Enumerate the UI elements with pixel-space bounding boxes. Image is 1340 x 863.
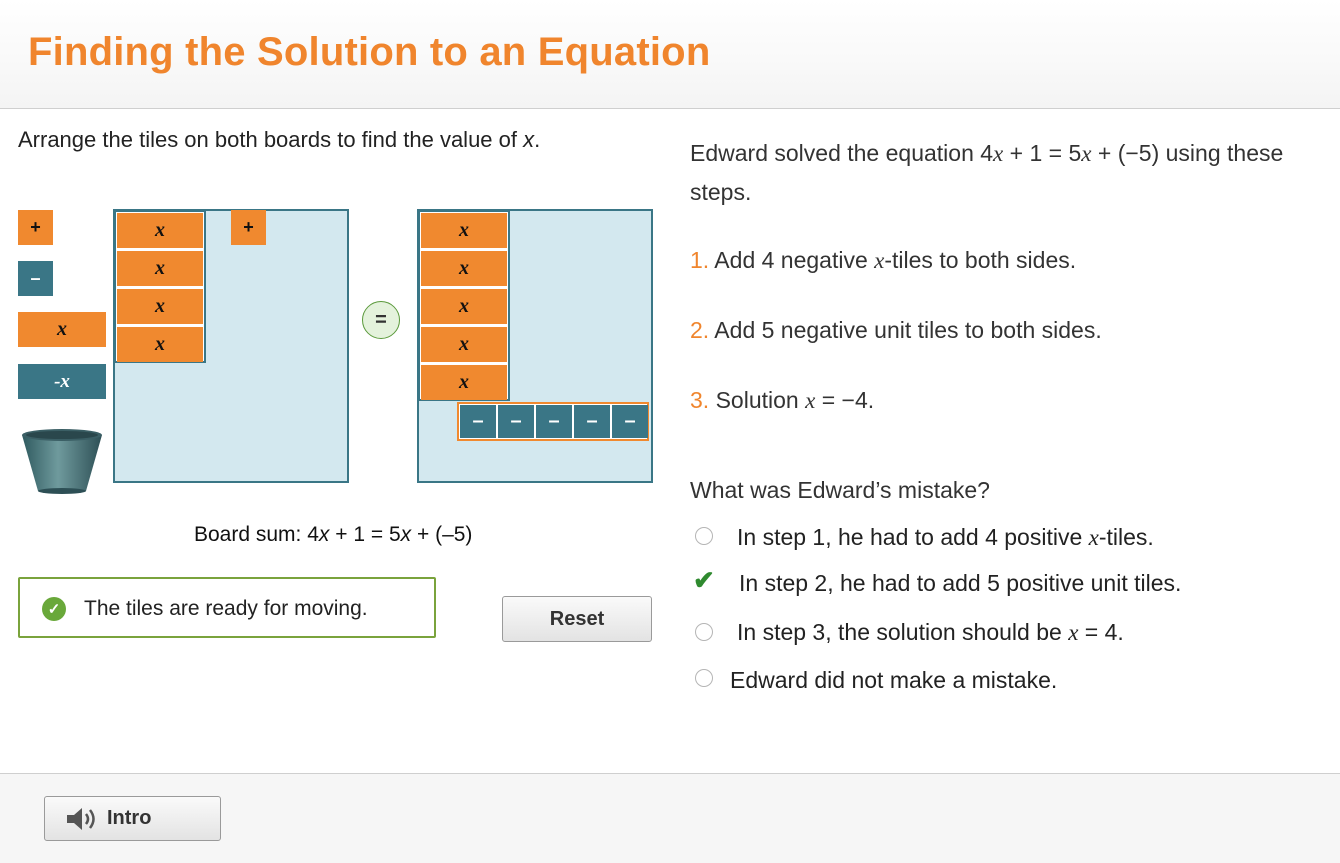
step-var: x bbox=[805, 388, 816, 413]
option-3-radio[interactable] bbox=[695, 623, 713, 641]
option-4-radio[interactable] bbox=[695, 669, 713, 687]
unit-tile-label: + bbox=[243, 217, 254, 237]
option-text-end: = 4. bbox=[1078, 619, 1124, 645]
option-4-label[interactable] bbox=[730, 667, 1057, 694]
option-3-label[interactable] bbox=[737, 619, 1124, 646]
status-message bbox=[18, 577, 436, 638]
option-var: x bbox=[1088, 525, 1099, 550]
problem-line2: + 1 = 5 bbox=[1003, 140, 1082, 166]
palette-negx-tile[interactable] bbox=[18, 364, 106, 399]
right-neg-unit-row[interactable] bbox=[457, 402, 649, 441]
option-text: In step 1, he had to add 4 positive bbox=[737, 524, 1089, 550]
checkmark-icon[interactable]: ✔ bbox=[693, 565, 715, 595]
step-text: Solution bbox=[709, 387, 806, 413]
problem-statement bbox=[690, 134, 1310, 211]
right-x-tile-stack[interactable] bbox=[418, 210, 510, 401]
board-sum bbox=[194, 523, 472, 547]
step-text: Add 4 negative bbox=[709, 247, 875, 273]
board-sum-var2: x bbox=[400, 523, 412, 546]
option-1-radio[interactable] bbox=[695, 527, 713, 545]
x-tile[interactable]: x bbox=[421, 251, 507, 286]
x-tile[interactable]: x bbox=[421, 365, 507, 400]
reset-label: Reset bbox=[549, 607, 605, 630]
neg-unit-tile[interactable]: – bbox=[460, 405, 496, 438]
option-text: In step 3, the solution should be bbox=[737, 619, 1069, 645]
step-text: Add 5 negative unit tiles to both sides. bbox=[709, 317, 1102, 343]
problem-var1: x bbox=[993, 141, 1004, 166]
instruction-text: Arrange the tiles on both boards to find the value of bbox=[18, 127, 524, 152]
option-text-end: -tiles. bbox=[1098, 524, 1154, 550]
plus-tile-label: + bbox=[30, 217, 41, 237]
step-var: x bbox=[874, 248, 885, 273]
neg-unit-tile[interactable]: – bbox=[498, 405, 534, 438]
option-text: In step 2, he had to add 5 positive unit tiles. bbox=[739, 570, 1182, 596]
option-1-label[interactable] bbox=[737, 524, 1154, 551]
problem-line1: Edward solved the equation 4 bbox=[690, 140, 994, 166]
x-tile-label: x bbox=[57, 318, 67, 340]
equals-label: = bbox=[375, 308, 387, 331]
step-2 bbox=[690, 317, 1102, 344]
x-tile[interactable]: x bbox=[117, 327, 203, 362]
option-2-label[interactable] bbox=[739, 570, 1181, 597]
x-tile[interactable]: x bbox=[117, 251, 203, 286]
instruction-end: . bbox=[534, 127, 541, 152]
option-var: x bbox=[1068, 620, 1079, 645]
board-sum-prefix: Board sum: 4 bbox=[194, 523, 319, 546]
neg-unit-tile[interactable]: – bbox=[612, 405, 648, 438]
palette-x-tile[interactable] bbox=[18, 312, 106, 347]
instruction bbox=[18, 127, 540, 153]
step-text-end: = −4. bbox=[815, 387, 875, 413]
step-3 bbox=[690, 387, 874, 414]
palette-plus-tile[interactable] bbox=[18, 210, 53, 245]
equals-sign bbox=[362, 301, 400, 339]
x-tile[interactable]: x bbox=[117, 213, 203, 248]
x-tile[interactable]: x bbox=[421, 213, 507, 248]
x-tile[interactable]: x bbox=[421, 289, 507, 324]
board-sum-suffix: + (–5) bbox=[411, 523, 473, 546]
board-sum-var1: x bbox=[318, 523, 330, 546]
instruction-variable: x bbox=[523, 127, 535, 152]
step-1 bbox=[690, 247, 1076, 274]
step-number: 2. bbox=[690, 317, 710, 343]
minus-tile-label: – bbox=[30, 268, 41, 288]
x-tile[interactable]: x bbox=[421, 327, 507, 362]
neg-unit-tile[interactable]: – bbox=[536, 405, 572, 438]
intro-button[interactable] bbox=[44, 796, 221, 841]
question-text: What was Edward’s mistake? bbox=[690, 477, 990, 503]
negx-tile-label: -x bbox=[54, 370, 70, 392]
status-text: The tiles are ready for moving. bbox=[84, 597, 368, 620]
x-tile[interactable]: x bbox=[117, 289, 203, 324]
intro-label: Intro bbox=[107, 807, 152, 829]
board-sum-mid: + 1 = 5 bbox=[329, 523, 401, 546]
problem-var2: x bbox=[1081, 141, 1092, 166]
reset-button[interactable] bbox=[502, 596, 652, 642]
page-title: Finding the Solution to an Equation bbox=[28, 30, 711, 74]
neg-unit-tile[interactable]: – bbox=[574, 405, 610, 438]
step-text-end: -tiles to both sides. bbox=[884, 247, 1077, 273]
palette-minus-tile[interactable] bbox=[18, 261, 53, 296]
step-number: 1. bbox=[690, 247, 710, 273]
left-x-tile-stack[interactable] bbox=[114, 210, 206, 363]
speaker-icon bbox=[65, 805, 97, 833]
header bbox=[0, 0, 1340, 109]
option-text: Edward did not make a mistake. bbox=[730, 667, 1058, 693]
trash-bin-icon[interactable] bbox=[20, 427, 104, 495]
problem-line3: + (−5) using these steps. bbox=[690, 140, 1284, 205]
step-number: 3. bbox=[690, 387, 710, 413]
left-unit-plus-tile[interactable] bbox=[231, 210, 266, 245]
check-circle-icon: ✓ bbox=[42, 597, 66, 621]
